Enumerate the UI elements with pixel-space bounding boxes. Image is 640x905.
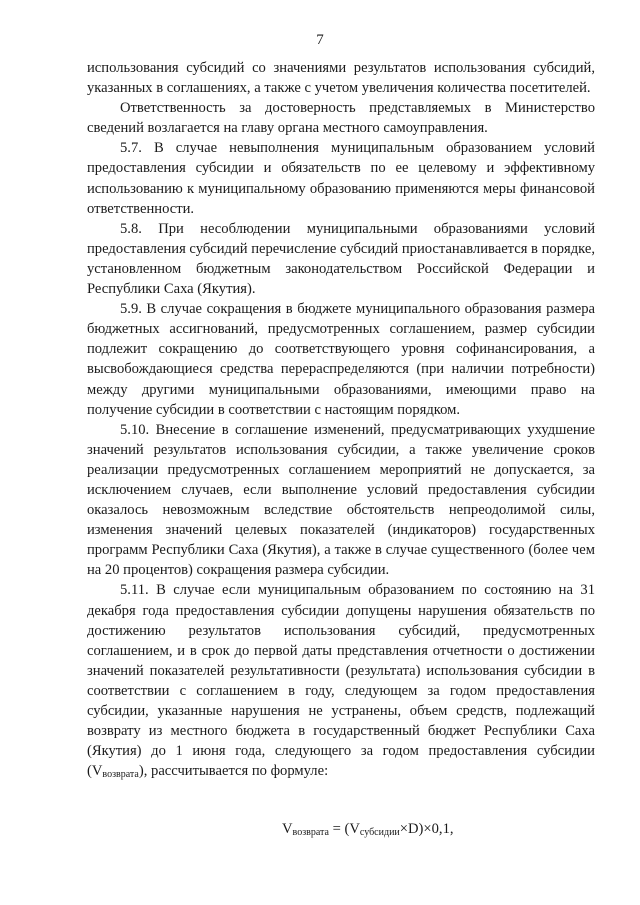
paragraph-5-10: 5.10. Внесение в соглашение изменений, предусматривающих ухудшение значений результатов использования субсидии, а также увеличение сроков реализации предусмотренных соглашением мероприятий не допускается, за исключением случаев, если выполнение условий предоставления субсидии оказалось невозможным вследствие обстоятельств непреодолимой силы, изменения значений целевых показателей (индикаторов) государственных программ Республики Саха (Якутия), а также в случае существенного (более чем на 20 процентов) сокращения размера субсидии. <box>87 421 595 579</box>
paragraph-5-11-text: 5.11. В случае если муниципальным образованием по состоянию на 31 декабря года предоставления субсидии допущены нарушения обязательств по достижению результатов использования субсидий, предусмотренных соглашением, и в срок до первой даты представления отчетности о достижении значений показателей результативности (результата) использования субсидии в соответствии с соглашением в году, следующем за годом предоставления субсидии, указанные нарушения не устранены, объем средств, подлежащий возврату из местного бюджета в государственный бюджет Республики Саха (Якутия) до 1 июня года, следующего за годом предоставления субсидии ( <box>87 582 595 780</box>
formula <box>282 819 454 843</box>
formula-v-subsidy-subscript: субсидии <box>359 827 400 838</box>
paragraph-5-9: 5.9. В случае сокращения в бюджете муниципального образования размера бюджетных ассигнований, предусмотренных соглашением, размер субсидии подлежит сокращению до соответствующего уровня софинансирования, а высвобождающиеся средства перераспределяются (при наличии потребности) между другими муниципальными образованиями, имеющими право на получение субсидии в соответствии с настоящим порядком. <box>87 301 595 418</box>
formula-v-return: V <box>282 821 293 837</box>
paragraph-5-11 <box>87 580 595 785</box>
paragraph-responsibility: Ответственность за достоверность представляемых в Министерство сведений возлагается на главу органа местного самоуправления. <box>87 100 595 137</box>
document-body <box>87 58 595 785</box>
page-number: 7 <box>316 32 324 48</box>
paragraph-5-8: 5.8. При несоблюдении муниципальными образованиями условий предоставления субсидий перечисление субсидий приостанавливается в порядке, установленном бюджетным законодательством Российской Федерации и Республики Саха (Якутия). <box>87 220 595 298</box>
formula-v-return-subscript: возврата <box>292 827 329 838</box>
paragraph-continuation: использования субсидий со значениями результатов использования субсидий, указанных в соглашениях, а также с учетом увеличения количества посетителей. <box>87 60 595 97</box>
paragraph-5-11-tail: ), рассчитывается по формуле: <box>138 763 329 780</box>
paragraph-5-7: 5.7. В случае невыполнения муниципальным образованием условий предоставления субсидии и обязательств по ее целевому и эффективному использованию к муниципальному образованию применяются меры финансовой ответственности. <box>87 140 595 217</box>
formula-v-subsidy: V <box>349 821 360 837</box>
formula-equals: = ( <box>328 821 350 837</box>
v-return-symbol: V <box>91 763 103 780</box>
v-return-subscript: возврата <box>102 769 139 781</box>
formula-tail: ×D)×0,1, <box>399 821 454 837</box>
